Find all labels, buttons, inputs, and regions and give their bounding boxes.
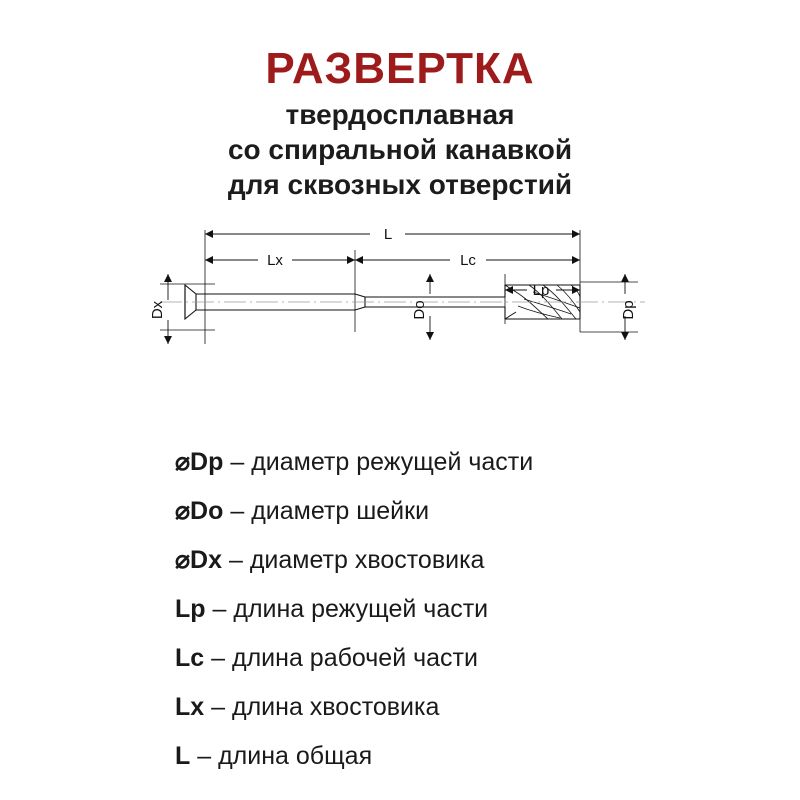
legend-item-dx (175, 548, 800, 573)
legend-symbol: ⌀Dp (175, 448, 224, 477)
page-subtitle (0, 98, 800, 202)
legend-symbol: Lx (175, 693, 205, 722)
legend-item-do (175, 499, 800, 524)
legend-description: длина общая (218, 742, 373, 771)
legend-description: длина режущей части (233, 595, 489, 624)
legend-dash: – (230, 497, 245, 526)
legend-description: диаметр шейки (251, 497, 430, 526)
dim-label-Lx: Lx (267, 252, 283, 270)
legend-item-l (175, 744, 800, 769)
dim-label-Lc: Lc (460, 252, 476, 270)
subtitle-line-2: со спиральной канавкой (227, 133, 573, 165)
reamer-drawing-svg (0, 212, 800, 442)
legend-dash: – (197, 742, 212, 771)
legend-description: диаметр хвостовика (249, 546, 485, 575)
legend-symbol: ⌀Do (175, 497, 224, 526)
page-title: РАЗВЕРТКА (265, 44, 535, 93)
legend-dash: – (228, 546, 243, 575)
legend-item-lp (175, 597, 800, 622)
legend-item-lc (175, 646, 800, 671)
legend-description: диаметр режущей части (251, 448, 534, 477)
legend-item-lx (175, 695, 800, 720)
legend-dash: – (230, 448, 245, 477)
legend-dash: – (211, 644, 226, 673)
legend-description: длина хвостовика (232, 693, 440, 722)
legend-list (0, 450, 800, 769)
legend-symbol: ⌀Dx (175, 546, 223, 575)
legend-symbol: Lp (175, 595, 206, 624)
dim-label-Dp: Dp (620, 300, 637, 320)
dim-label-L: L (383, 226, 393, 244)
subtitle-line-3: для сквозных отверстий (227, 168, 573, 200)
legend-description: длина рабочей части (232, 644, 478, 673)
legend-item-dp (175, 450, 800, 475)
legend-dash: – (211, 693, 226, 722)
legend-dash: – (212, 595, 227, 624)
dim-label-Lp: Lp (532, 282, 550, 300)
legend-symbol: Lc (175, 644, 205, 673)
dim-label-Dx: Dx (149, 301, 166, 320)
dim-label-Do: Do (411, 300, 428, 320)
subtitle-line-1: твердосплавная (285, 99, 515, 131)
technical-drawing (0, 212, 800, 442)
title-block (0, 0, 800, 202)
legend-symbol: L (175, 742, 191, 771)
